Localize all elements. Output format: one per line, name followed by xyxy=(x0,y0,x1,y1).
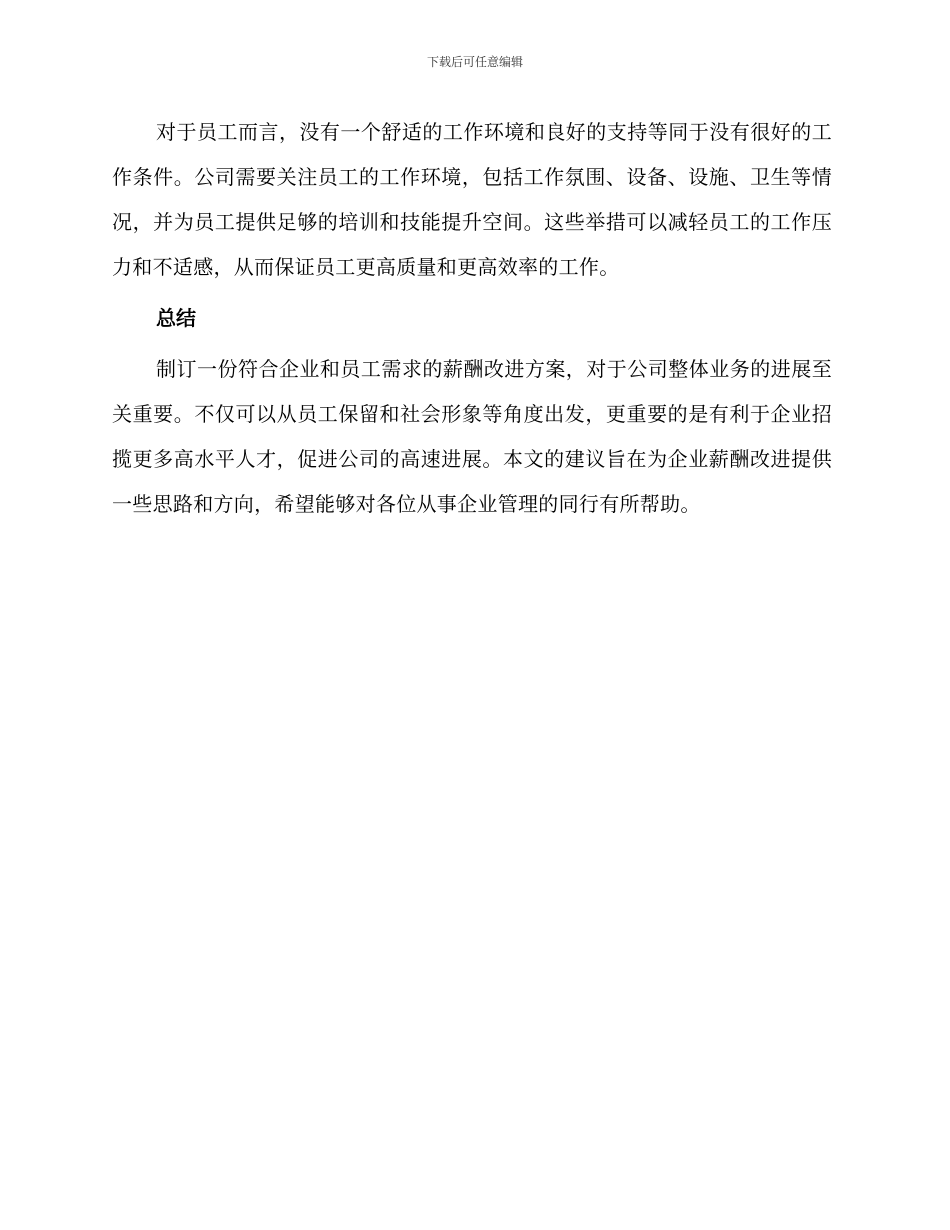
page-header: 下载后可任意编辑 xyxy=(426,55,523,69)
section-heading-summary: 总结 xyxy=(156,306,196,330)
paragraph-summary: 制订一份符合企业和员工需求的薪酬改进方案，对于公司整体业务的进展至关重要。不仅可以从员工保留和社会形象等角度出发，更重要的是有利于企业招揽更多高水平人才，促进公司的高速进展。本文的建议旨在为企业薪酬改进提供一些思路和方向，希望能够对各位从事企业管理的同行有所帮助。 xyxy=(112,357,832,516)
document-body xyxy=(112,110,832,527)
paragraph-work-environment: 对于员工而言，没有一个舒适的工作环境和良好的支持等同于没有很好的工作条件。公司需要关注员工的工作环境，包括工作氛围、设备、设施、卫生等情况，并为员工提供足够的培训和技能提升空间。这些举措可以减轻员工的工作压力和不适感，从而保证员工更高质量和更高效率的工作。 xyxy=(112,120,832,279)
